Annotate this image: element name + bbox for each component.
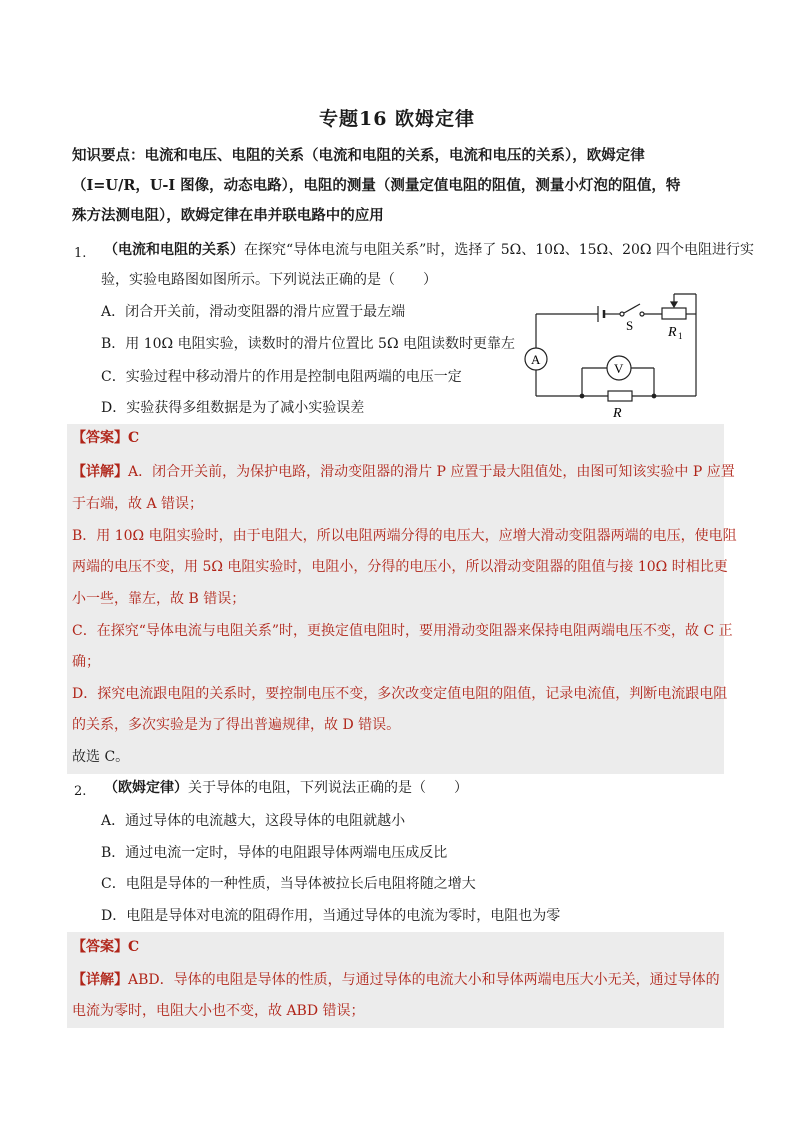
- q1-answer-line: [72, 428, 139, 448]
- question-1-stem-line2: 验，实验电路图如图所示。下列说法正确的是（ ）: [101, 272, 437, 288]
- switch-contact-left: [620, 312, 624, 316]
- page-title: 专题16 欧姆定律: [318, 108, 476, 130]
- q2-answer-line: [72, 937, 139, 957]
- q1-detail-line-3: B．用 10Ω 电阻实验时，由于电阻大，所以电阻两端分得的电压大，应增大滑动变阻器两端的电压，使电阻: [72, 528, 737, 544]
- question-2-option-c: C．电阻是导体的一种性质，当导体被拉长后电阻将随之增大: [101, 876, 476, 892]
- q1-detail-line-1: 【详解】A．闭合开关前，为保护电路，滑动变阻器的滑片 P 应置于最大阻值处，由图可知该实验中 P 应置: [72, 464, 735, 480]
- q1-answer-label: 【答案】: [72, 430, 128, 446]
- question-2-option-a: A．通过导体的电流越大，这段导体的电阻就越小: [101, 813, 406, 829]
- resistor-label: R: [613, 406, 622, 421]
- question-2-option-b: B．通过电流一定时，导体的电阻跟导体两端电压成反比: [101, 845, 448, 861]
- slider-arrowhead: [671, 302, 677, 307]
- ammeter-label: A: [531, 352, 541, 367]
- question-2-stem: [104, 778, 468, 798]
- q2-detail-line-1: 【详解】ABD．导体的电阻是导体的性质，与通过导体的电流大小和导体两端电压大小无关，通过导体的: [72, 972, 720, 988]
- knowledge-points-line2: （I=U/R，U-I 图像，动态电路），电阻的测量（测量定值电阻的阻值，测量小灯泡的阻值，特: [72, 177, 681, 194]
- knowledge-points-line3: 殊方法测电阻），欧姆定律在串并联电路中的应用: [72, 207, 384, 224]
- question-2-topic: （欧姆定律）: [104, 780, 188, 796]
- q1-answer-value: C: [128, 430, 140, 446]
- q1-detail-line-5: 小一些，靠左，故 B 错误；: [72, 591, 246, 607]
- question-1-option-c: C．实验过程中移动滑片的作用是控制电阻两端的电压一定: [101, 369, 462, 385]
- q1-detail-line-7: 确；: [72, 654, 100, 670]
- q2-detail-label: 【详解】: [72, 972, 128, 988]
- question-1-topic: （电流和电阻的关系）: [104, 242, 244, 258]
- switch-contact-right: [640, 312, 644, 316]
- q1-detail-line-6: C．在探究“导体电流与电阻关系”时，更换定值电阻时，要用滑动变阻器来保持电阻两端电压不变，故 C 正: [72, 623, 733, 639]
- q1-detail-line-9: 的关系，多次实验是为了得出普遍规律，故 D 错误。: [72, 717, 401, 733]
- question-2-number: 2.: [74, 784, 87, 799]
- q1-conclusion: 故选 C。: [72, 749, 130, 765]
- knowledge-points-line1: 知识要点：电流和电压、电阻的关系（电流和电阻的关系，电流和电压的关系），欧姆定律: [72, 147, 645, 164]
- question-1-number: 1.: [74, 246, 87, 261]
- voltmeter-label: V: [614, 361, 624, 376]
- question-1-stem-line1: [104, 240, 754, 260]
- q1-detail-line-4: 两端的电压不变，用 5Ω 电阻实验时，电阻小，分得的电压小，所以滑动变阻器的阻值与接 10Ω 时相比更: [72, 559, 728, 575]
- q1-detail-line-2: 于右端，故 A 错误；: [72, 496, 204, 512]
- rheostat-body: [662, 308, 686, 319]
- question-1-option-a: A．闭合开关前，滑动变阻器的滑片应置于最左端: [101, 304, 406, 320]
- question-1-stem-text: 在探究“导体电流与电阻关系”时，选择了 5Ω、10Ω、15Ω、20Ω 四个电阻进行实: [244, 242, 754, 258]
- question-2-option-d: D．电阻是导体对电流的阻碍作用，当通过导体的电流为零时，电阻也为零: [101, 908, 561, 924]
- q2-answer-label: 【答案】: [72, 939, 128, 955]
- question-1-option-b: B．用 10Ω 电阻实验，读数时的滑片位置比 5Ω 电阻读数时更靠左: [101, 336, 516, 352]
- switch-lever: [624, 304, 640, 313]
- question-1-option-d: D．实验获得多组数据是为了减小实验误差: [101, 400, 365, 416]
- q2-detail-line-2: 电流为零时，电阻大小也不变，故 ABD 错误；: [72, 1003, 365, 1019]
- q1-detail-label: 【详解】: [72, 464, 128, 480]
- switch-label: S: [626, 318, 634, 333]
- question-2-stem-text: 关于导体的电阻，下列说法正确的是（ ）: [188, 780, 468, 796]
- resistor-body: [608, 391, 632, 401]
- q2-answer-value: C: [128, 939, 140, 955]
- rheostat-label: R: [668, 325, 677, 340]
- q1-detail-line-8: D．探究电流跟电阻的关系时，要控制电压不变，多次改变定值电阻的阻值，记录电流值，判断电流跟电阻: [72, 686, 728, 702]
- circuit-diagram: [516, 284, 706, 422]
- rheostat-subscript: 1: [678, 331, 683, 341]
